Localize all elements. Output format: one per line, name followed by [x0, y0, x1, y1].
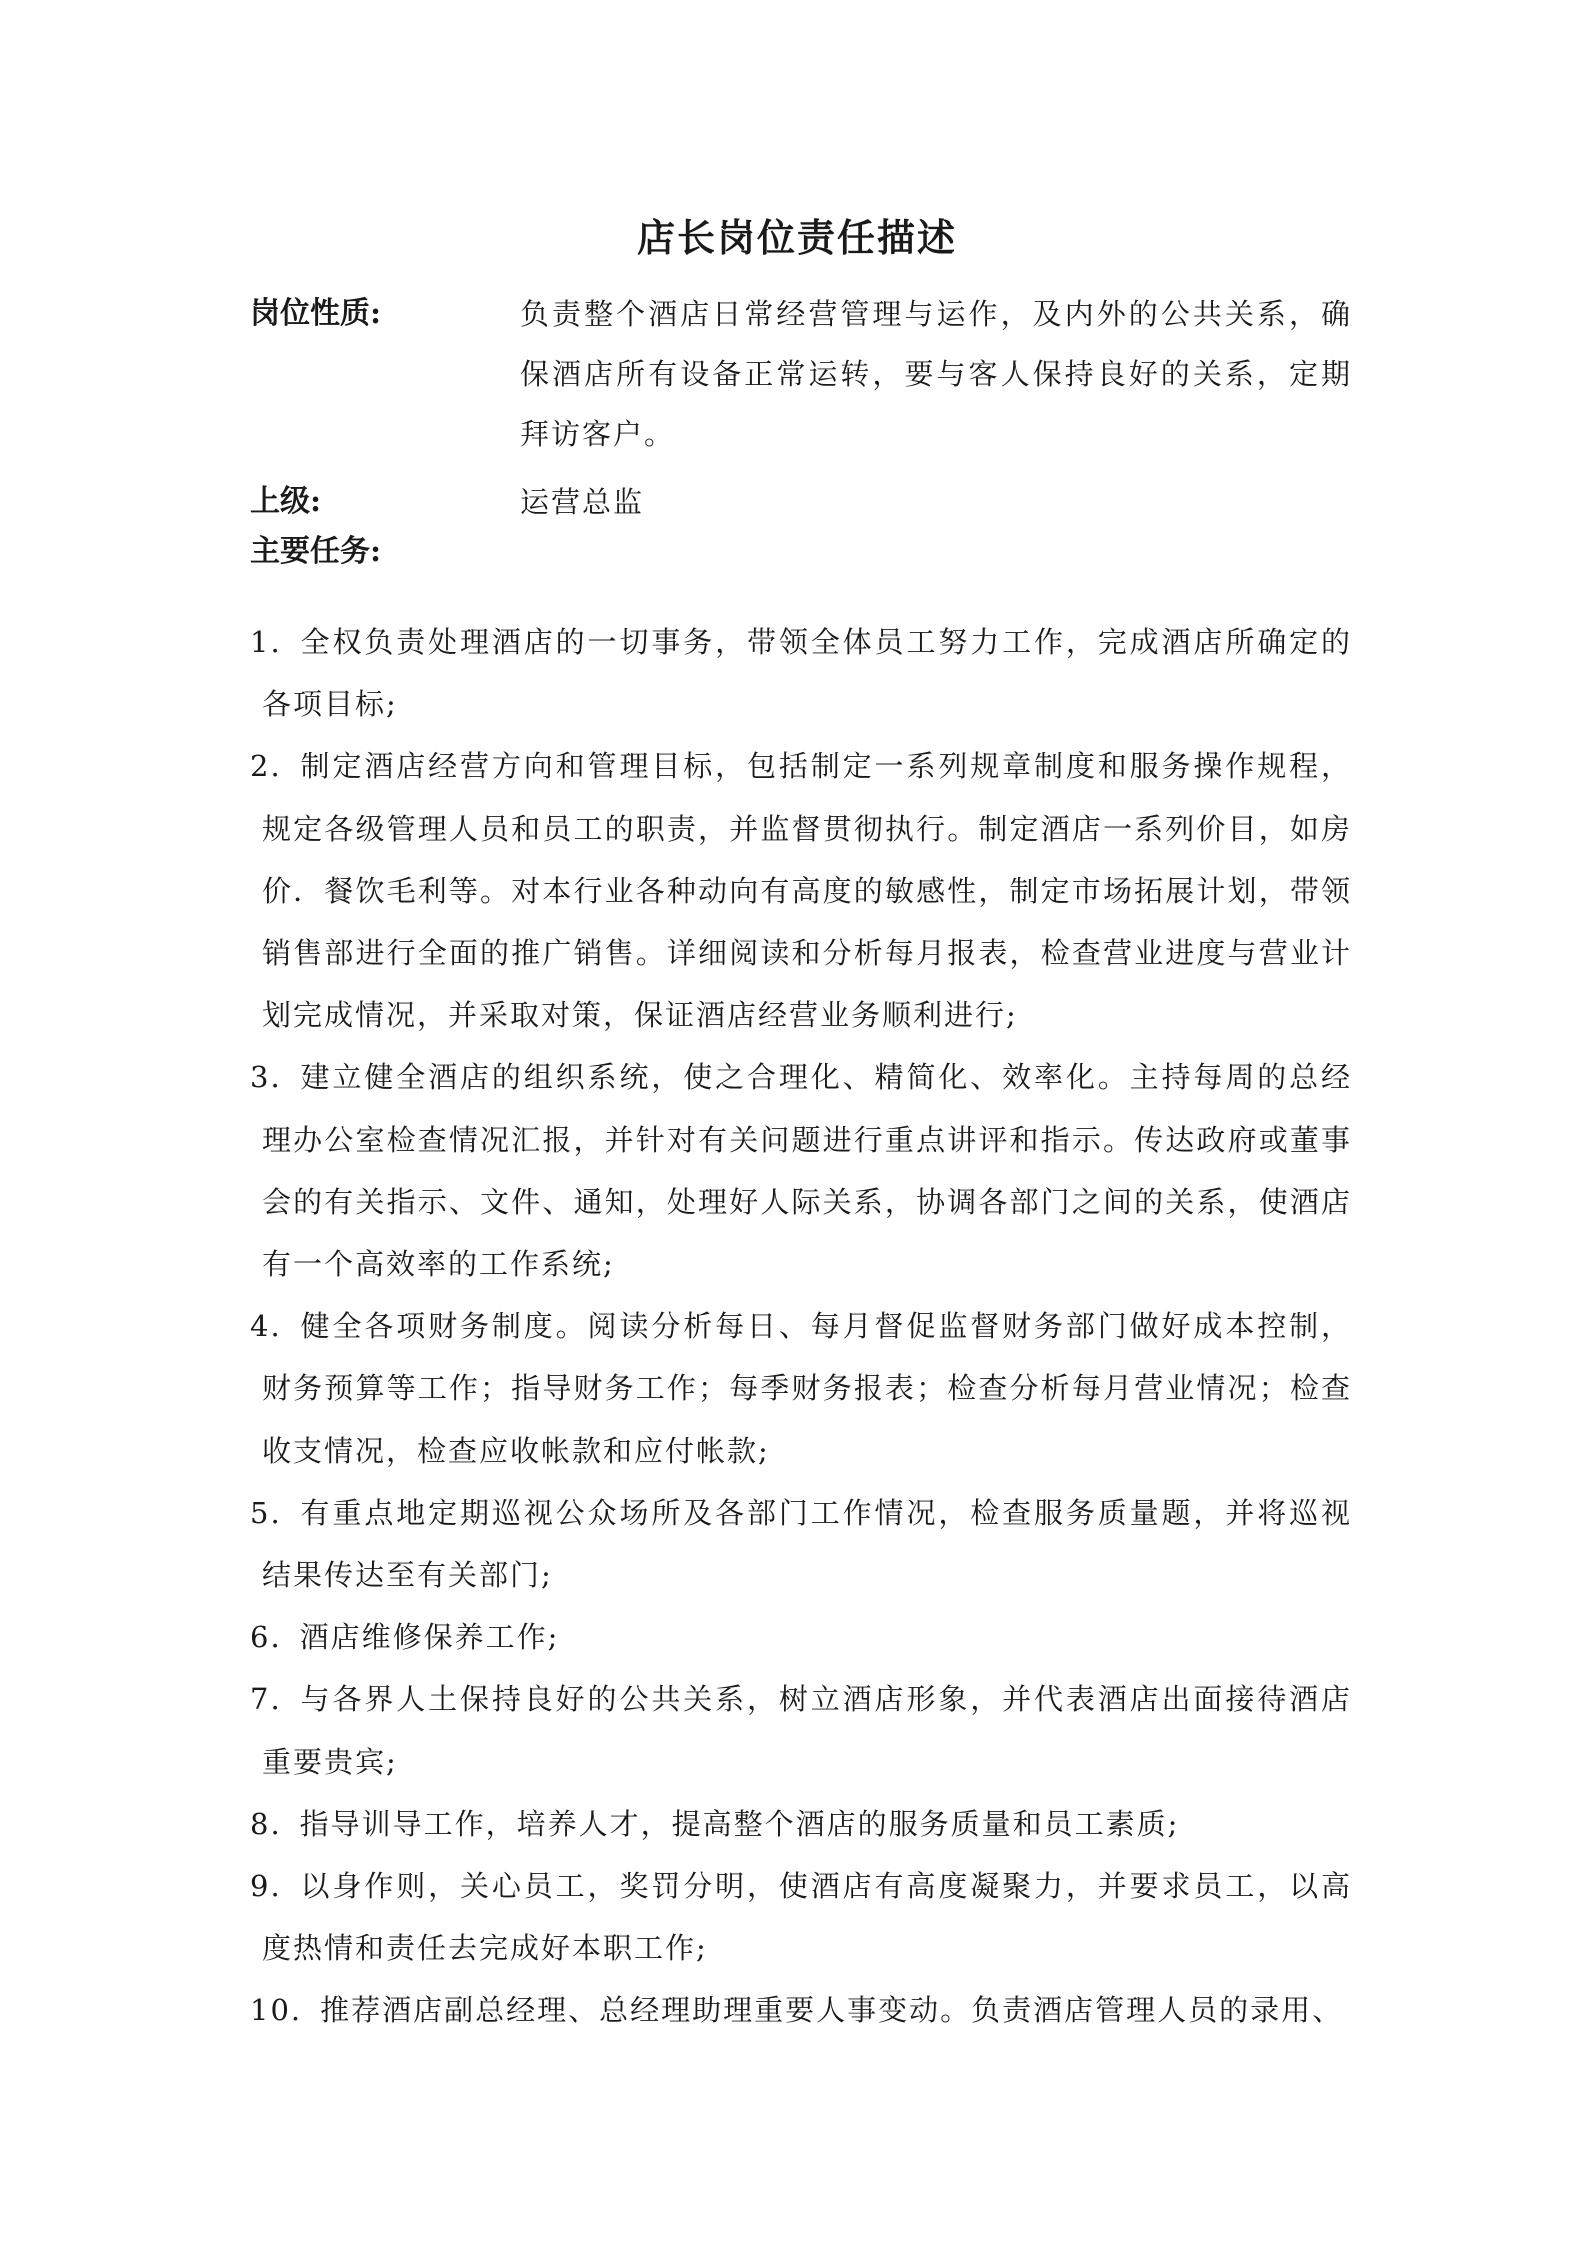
- task-number: 9.: [250, 1869, 282, 1904]
- task-number: 4.: [250, 1309, 282, 1344]
- task-item-9: [250, 1855, 1352, 1979]
- task-number: 1.: [250, 625, 282, 659]
- task-item-7: [250, 1668, 1352, 1792]
- task-list: [250, 611, 1352, 2042]
- task-text: 全权负责处理酒店的一切事务，带领全体员工努力工作，完成酒店所确定的各项目标;: [262, 625, 1352, 722]
- task-text: 指导训导工作，培养人才，提高整个酒店的服务质量和员工素质;: [299, 1806, 1180, 1841]
- task-item-4: [250, 1295, 1352, 1482]
- task-item-1: [250, 611, 1352, 735]
- job-nature-label: 岗位性质:: [250, 296, 382, 331]
- task-text: 制定酒店经营方向和管理目标，包括制定一系列规章制度和服务操作规程，规定各级管理人员和员工的职责，并监督贯彻执行。制定酒店一系列价目，如房价．餐饮毛利等。对本行业各种动向有高度的敏感性，制定市场拓展计划，带领销售部进行全面的推广销售。详细阅读和分析每月报表，检查营业进度与营业计划完成情况，并采取对策，保证酒店经营业务顺利进行;: [262, 749, 1352, 1033]
- task-text: 与各界人土保持良好的公共关系，树立酒店形象，并代表酒店出面接待酒店重要贵宾;: [262, 1682, 1352, 1779]
- task-text: 以身作则，关心员工，奖罚分明，使酒店有高度凝聚力，并要求员工，以高度热情和责任去完成好本职工作;: [262, 1869, 1352, 1966]
- task-text: 酒店维修保养工作;: [299, 1620, 560, 1655]
- task-number: 6.: [250, 1620, 282, 1655]
- superior-label: 上级:: [250, 484, 322, 519]
- task-text: 推荐酒店副总经理、总经理助理重要人事变动。负责酒店管理人员的录用、: [320, 1993, 1344, 2028]
- task-item-2: [250, 735, 1352, 1046]
- document-title: 店长岗位责任描述: [636, 215, 957, 260]
- task-item-5: [250, 1482, 1352, 1606]
- task-number: 10.: [250, 1993, 303, 2028]
- task-item-10: [250, 1979, 1352, 2041]
- task-text: 建立健全酒店的组织系统，使之合理化、精简化、效率化。主持每周的总经理办公室检查情况汇报，并针对有关问题进行重点讲评和指示。传达政府或董事会的有关指示、文件、通知，处理好人际关系，协调各部门之间的关系，使酒店有一个高效率的工作系统;: [262, 1060, 1352, 1282]
- task-number: 5.: [250, 1495, 282, 1530]
- task-number: 3.: [250, 1060, 282, 1095]
- main-tasks-label: 主要任务:: [250, 534, 382, 569]
- task-number: 7.: [250, 1682, 282, 1717]
- task-number: 2.: [250, 749, 282, 784]
- task-text: 健全各项财务制度。阅读分析每日、每月督促监督财务部门做好成本控制，财务预算等工作；指导财务工作；每季财务报表；检查分析每月营业情况；检查收支情况，检查应收帐款和应付帐款;: [262, 1309, 1352, 1468]
- superior-value: 运营总监: [520, 485, 645, 519]
- job-nature-value: 负责整个酒店日常经营管理与运作，及内外的公共关系，确保酒店所有设备正常运转，要与客人保持良好的关系，定期拜访客户。: [520, 297, 1352, 451]
- task-number: 8.: [250, 1806, 282, 1841]
- task-item-6: [250, 1606, 1352, 1668]
- task-text: 有重点地定期巡视公众场所及各部门工作情况，检查服务质量题，并将巡视结果传达至有关部门;: [262, 1495, 1352, 1593]
- task-item-8: [250, 1793, 1352, 1855]
- task-item-3: [250, 1046, 1352, 1295]
